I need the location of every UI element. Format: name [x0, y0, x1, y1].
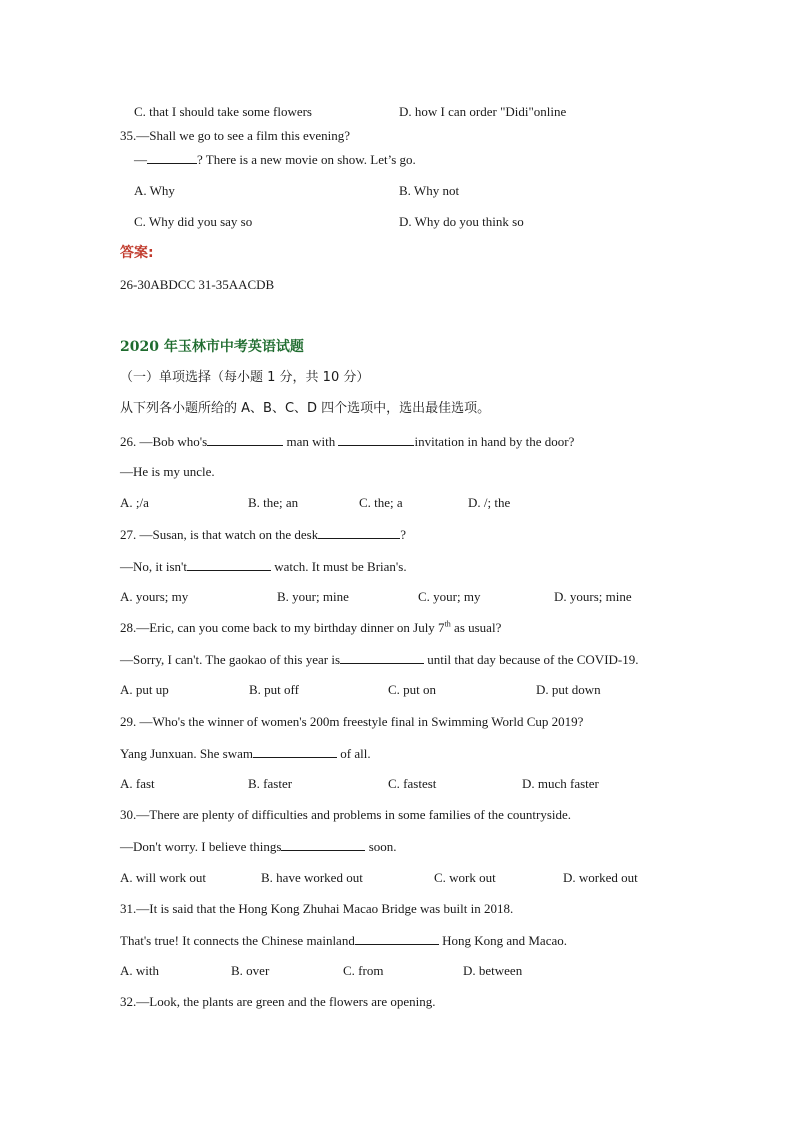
q30-option-b: B. have worked out [261, 870, 363, 885]
q31-reply-b: Hong Kong and Macao. [438, 933, 567, 948]
q26-stem-b: man with [283, 434, 339, 449]
q30-option-d: D. worked out [563, 870, 638, 885]
q29-blank [253, 745, 337, 758]
q26-blank-1 [207, 433, 283, 446]
q28-reply [120, 651, 639, 668]
q31-blank [355, 932, 439, 945]
q30-reply-b: soon. [365, 839, 397, 854]
q27-stem-b: ? [400, 527, 407, 542]
q29-option-c: C. fastest [388, 776, 437, 791]
q27-option-d: D. yours; mine [554, 589, 632, 604]
q27-blank-2 [187, 558, 271, 571]
q31-option-d: D. between [463, 963, 523, 978]
q31-option-c: C. from [343, 963, 384, 978]
q30-reply [120, 838, 397, 855]
q26-option-d: D. /; the [468, 495, 511, 510]
q31-option-a: A. with [120, 963, 159, 978]
q35-option-b: B. Why not [399, 183, 460, 198]
q35-reply-prefix: — [134, 152, 147, 167]
q30-reply-a: —Don't worry. I believe things [120, 839, 282, 854]
answer-heading: 答案: [120, 245, 154, 261]
answer-text: 26-30ABDCC 31-35AACDB [120, 277, 275, 292]
q29-option-b: B. faster [248, 776, 293, 791]
section-instruction: 从下列各小题所给的 A、B、C、D 四个选项中，选出最佳选项。 [120, 401, 491, 416]
q28-stem [120, 620, 501, 636]
q26-stem-c: invitation in hand by the door? [414, 434, 575, 449]
q28-stem-sup: th [444, 619, 451, 629]
q34-option-c: C. that I should take some flowers [134, 104, 312, 119]
q28-reply-a: —Sorry, I can't. The gaokao of this year is [120, 652, 341, 667]
q28-blank [340, 651, 424, 664]
q30-blank [281, 838, 365, 851]
q28-stem-b: as usual? [450, 620, 502, 635]
q34-option-d: D. how I can order "Didi"online [399, 104, 567, 119]
q28-reply-b: until that day because of the COVID-19. [424, 652, 639, 667]
q27-stem-a: 27. —Susan, is that watch on the desk [120, 527, 319, 542]
q30-option-a: A. will work out [120, 870, 206, 885]
q26-option-a: A. ;/a [120, 495, 149, 510]
q31-stem: 31.—It is said that the Hong Kong Zhuhai Macao Bridge was built in 2018. [120, 901, 514, 916]
q28-option-a: A. put up [120, 682, 169, 697]
q26-option-b: B. the; an [248, 495, 299, 510]
q29-stem: 29. —Who's the winner of women's 200m freestyle final in Swimming World Cup 2019? [120, 714, 584, 729]
q31-reply-a: That's true! It connects the Chinese mainland [120, 933, 355, 948]
q27-option-a: A. yours; my [120, 589, 189, 604]
q29-option-d: D. much faster [522, 776, 599, 791]
q32-stem: 32.—Look, the plants are green and the flowers are opening. [120, 994, 436, 1009]
q27-reply [120, 558, 407, 575]
q26-blank-2 [338, 433, 414, 446]
exam-title: 2020 年玉林市中考英语试题 [120, 339, 304, 355]
q31-reply [120, 932, 567, 949]
q27-reply-b: watch. It must be Brian's. [271, 559, 407, 574]
q26-option-c: C. the; a [359, 495, 403, 510]
q28-stem-a: 28.—Eric, can you come back to my birthday dinner on July 7 [120, 620, 445, 635]
q35-option-c: C. Why did you say so [134, 214, 253, 229]
q29-reply-a: Yang Junxuan. She swam [120, 746, 254, 761]
q26-stem-a: 26. —Bob who's [120, 434, 208, 449]
q30-option-c: C. work out [434, 870, 496, 885]
q29-option-a: A. fast [120, 776, 155, 791]
section-subtitle: （一）单项选择（每小题 1 分，共 10 分） [120, 370, 370, 385]
q30-stem: 30.—There are plenty of difficulties and problems in some families of the countryside. [120, 807, 572, 822]
q35-reply-suffix: ? There is a new movie on show. Let’s go. [197, 152, 416, 167]
q29-reply [120, 745, 371, 762]
q27-reply-a: —No, it isn't [120, 559, 187, 574]
q35-reply [134, 151, 416, 168]
q35-option-d: D. Why do you think so [399, 214, 524, 229]
q27-option-b: B. your; mine [277, 589, 349, 604]
q35-stem: 35.—Shall we go to see a film this evening? [120, 128, 350, 143]
q26-reply: —He is my uncle. [120, 464, 215, 479]
q28-option-c: C. put on [388, 682, 437, 697]
q31-option-b: B. over [231, 963, 270, 978]
q35-blank [147, 151, 197, 164]
q26-stem [120, 433, 574, 450]
q27-blank-1 [318, 526, 400, 539]
q29-reply-b: of all. [337, 746, 371, 761]
q35-option-a: A. Why [134, 183, 175, 198]
q27-option-c: C. your; my [418, 589, 481, 604]
q28-option-d: D. put down [536, 682, 601, 697]
q27-stem [120, 526, 406, 543]
q28-option-b: B. put off [249, 682, 299, 697]
